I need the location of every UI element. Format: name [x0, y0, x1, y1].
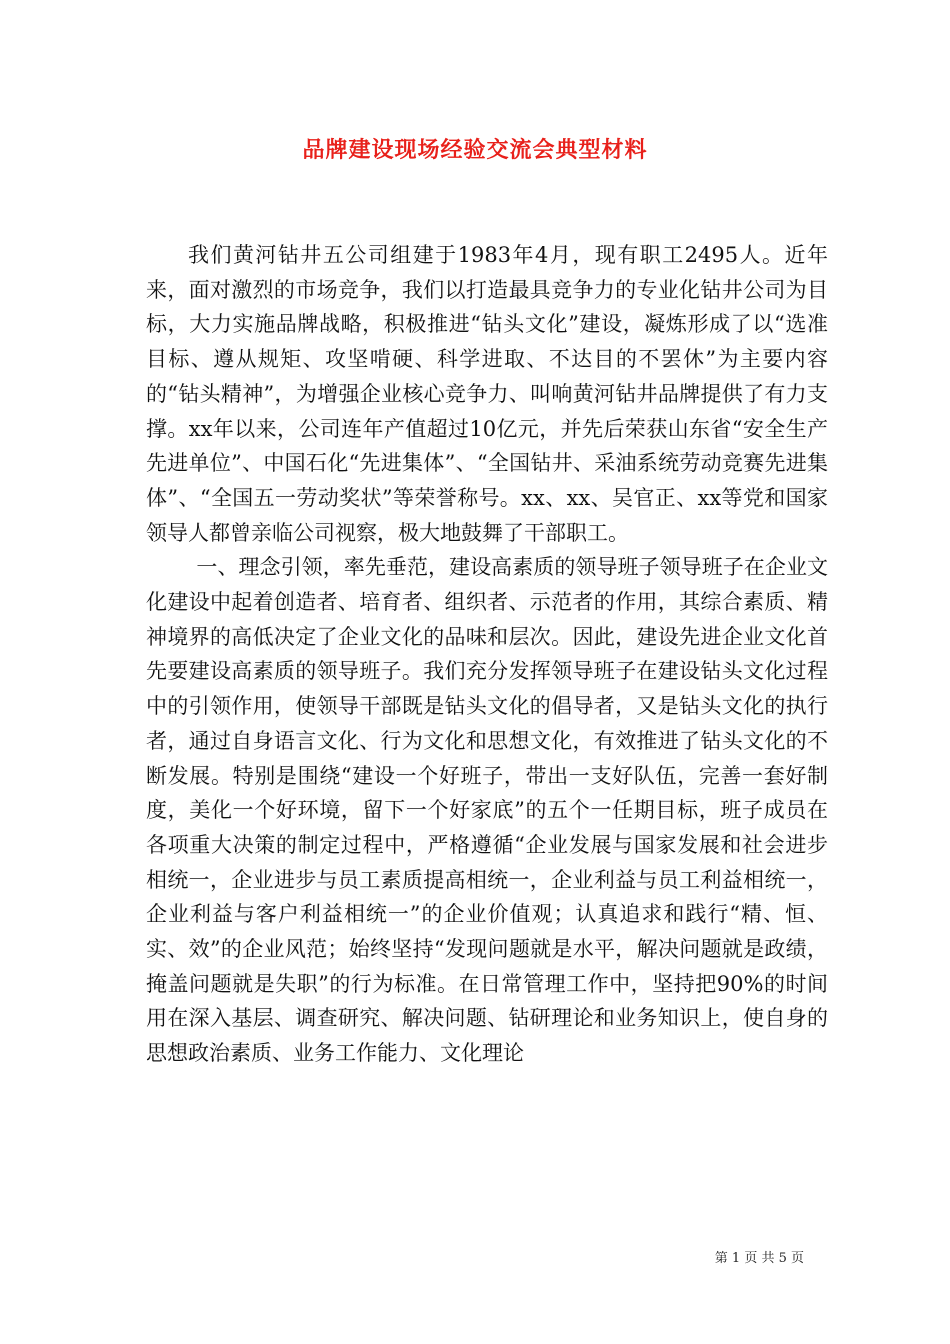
- page-indicator: 第 1 页 共 5 页: [714, 1251, 804, 1266]
- document-body: [146, 238, 828, 1071]
- paragraph-section-one: 一、理念引领，率先垂范，建设高素质的领导班子领导班子在企业文化建设中起着创造者、培育者、组织者、示范者的作用，其综合素质、精神境界的高低决定了企业文化的品味和层次。因此，建设先进企业文化首先要建设高素质的领导班子。我们充分发挥领导班子在建设钻头文化过程中的引领作用，使领导干部既是钻头文化的倡导者，又是钻头文化的执行者，通过自身语言文化、行为文化和思想文化，有效推进了钻头文化的不断发展。特别是围绕“建设一个好班子，带出一支好队伍，完善一套好制度，美化一个好环境，留下一个好家底”的五个一任期目标，班子成员在各项重大决策的制定过程中，严格遵循“企业发展与国家发展和社会进步相统一，企业进步与员工素质提高相统一，企业利益与员工利益相统一，企业利益与客户利益相统一”的企业价值观；认真追求和践行“精、恒、实、效”的企业风范；始终坚持“发现问题就是水平，解决问题就是政绩，掩盖问题就是失职”的行为标准。在日常管理工作中，坚持把90%的时间用在深入基层、调查研究、解决问题、钻研理论和业务知识上，使自身的思想政治素质、业务工作能力、文化理论: [146, 555, 828, 1066]
- paragraph-intro: 我们黄河钻井五公司组建于1983年4月，现有职工2495人。近年来，面对激烈的市场竞争，我们以打造最具竞争力的专业化钻井公司为目标，大力实施品牌战略，积极推进“钻头文化”建设，凝炼形成了以“选准目标、遵从规矩、攻坚啃硬、科学进取、不达目的不罢休”为主要内容的“钻头精神”，为增强企业核心竞争力、叫响黄河钻井品牌提供了有力支撑。xx年以来，公司连年产值超过10亿元，并先后荣获山东省“安全生产先进单位”、中国石化“先进集体”、“全国钻井、采油系统劳动竞赛先进集体”、“全国五一劳动奖状”等荣誉称号。xx、xx、吴官正、xx等党和国家领导人都曾亲临公司视察，极大地鼓舞了干部职工。: [146, 243, 828, 545]
- document-title: 品牌建设现场经验交流会典型材料: [302, 137, 648, 163]
